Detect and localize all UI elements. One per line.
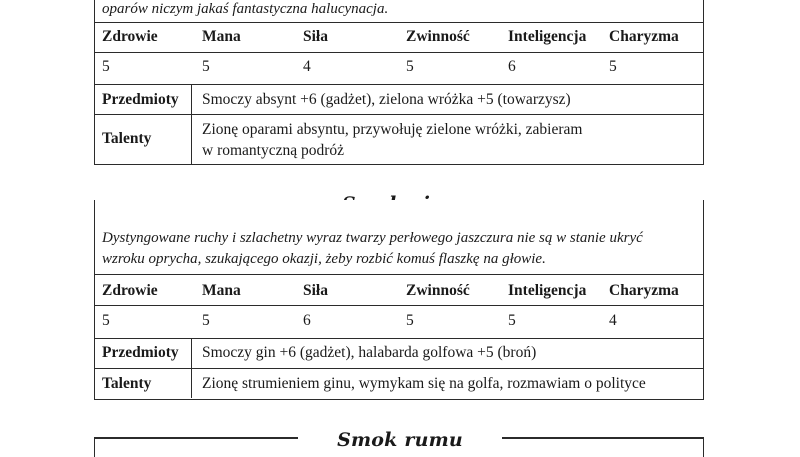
stat-value-agility: 5 (406, 58, 414, 75)
items-value: Smoczy gin +6 (gadżet), halabarda golfowa +5 (broń) (202, 344, 537, 361)
stat-header-strength: Siła (303, 28, 328, 45)
stat-value-intelligence: 6 (508, 58, 516, 75)
stat-value-charisma: 4 (609, 312, 617, 329)
stat-header-mana: Mana (202, 28, 241, 45)
divider (95, 338, 703, 339)
divider (95, 368, 703, 369)
divider (95, 22, 703, 23)
divider (95, 84, 703, 85)
stat-header-strength: Siła (303, 282, 328, 299)
talents-value: Zionę strumieniem ginu, wymykam się na golfa, rozmawiam o polityce (202, 375, 646, 392)
dragon-card-absinthe (94, 0, 704, 165)
divider (95, 305, 703, 306)
column-divider (191, 84, 192, 164)
items-value: Smoczy absynt +6 (gadżet), zielona wróżka +5 (towarzysz) (202, 91, 571, 108)
stat-header-health: Zdrowie (102, 282, 158, 299)
stat-header-agility: Zwinność (406, 282, 470, 299)
stat-value-mana: 5 (202, 58, 210, 75)
stat-value-agility: 5 (406, 312, 414, 329)
stat-header-health: Zdrowie (102, 28, 158, 45)
stat-header-intelligence: Inteligencja (508, 28, 587, 45)
items-label: Przedmioty (102, 91, 179, 108)
stat-value-intelligence: 5 (508, 312, 516, 329)
stat-value-strength: 6 (303, 312, 311, 329)
dragon-card-rum (94, 437, 704, 457)
stat-header-charisma: Charyzma (609, 282, 679, 299)
stat-value-health: 5 (102, 312, 110, 329)
dragon-card-gin (94, 200, 704, 400)
stat-header-mana: Mana (202, 282, 241, 299)
card-title: Smok rumu (337, 429, 463, 451)
column-divider (191, 338, 192, 398)
divider (95, 274, 703, 275)
items-label: Przedmioty (102, 344, 179, 361)
stat-header-charisma: Charyzma (609, 28, 679, 45)
divider (95, 114, 703, 115)
card-description: Dystyngowane ruchy i szlachetny wyraz twarzy perłowego jaszczura nie są w stanie ukryć wzroku oprycha, szukającego okazji, żeby rozbić komuś flaszkę na głowie. (102, 230, 643, 267)
talents-value: Zionę oparami absyntu, przywołuję zielone wróżki, zabieram w romantyczną podróż (202, 121, 583, 159)
card-description: oparów niczym jakaś fantastyczna halucynacja. (102, 1, 389, 17)
divider (95, 52, 703, 53)
stat-value-mana: 5 (202, 312, 210, 329)
talents-label: Talenty (102, 130, 152, 147)
stat-header-agility: Zwinność (406, 28, 470, 45)
stat-header-intelligence: Inteligencja (508, 282, 587, 299)
talents-label: Talenty (102, 375, 152, 392)
stat-value-health: 5 (102, 58, 110, 75)
stat-value-charisma: 5 (609, 58, 617, 75)
stat-value-strength: 4 (303, 58, 311, 75)
